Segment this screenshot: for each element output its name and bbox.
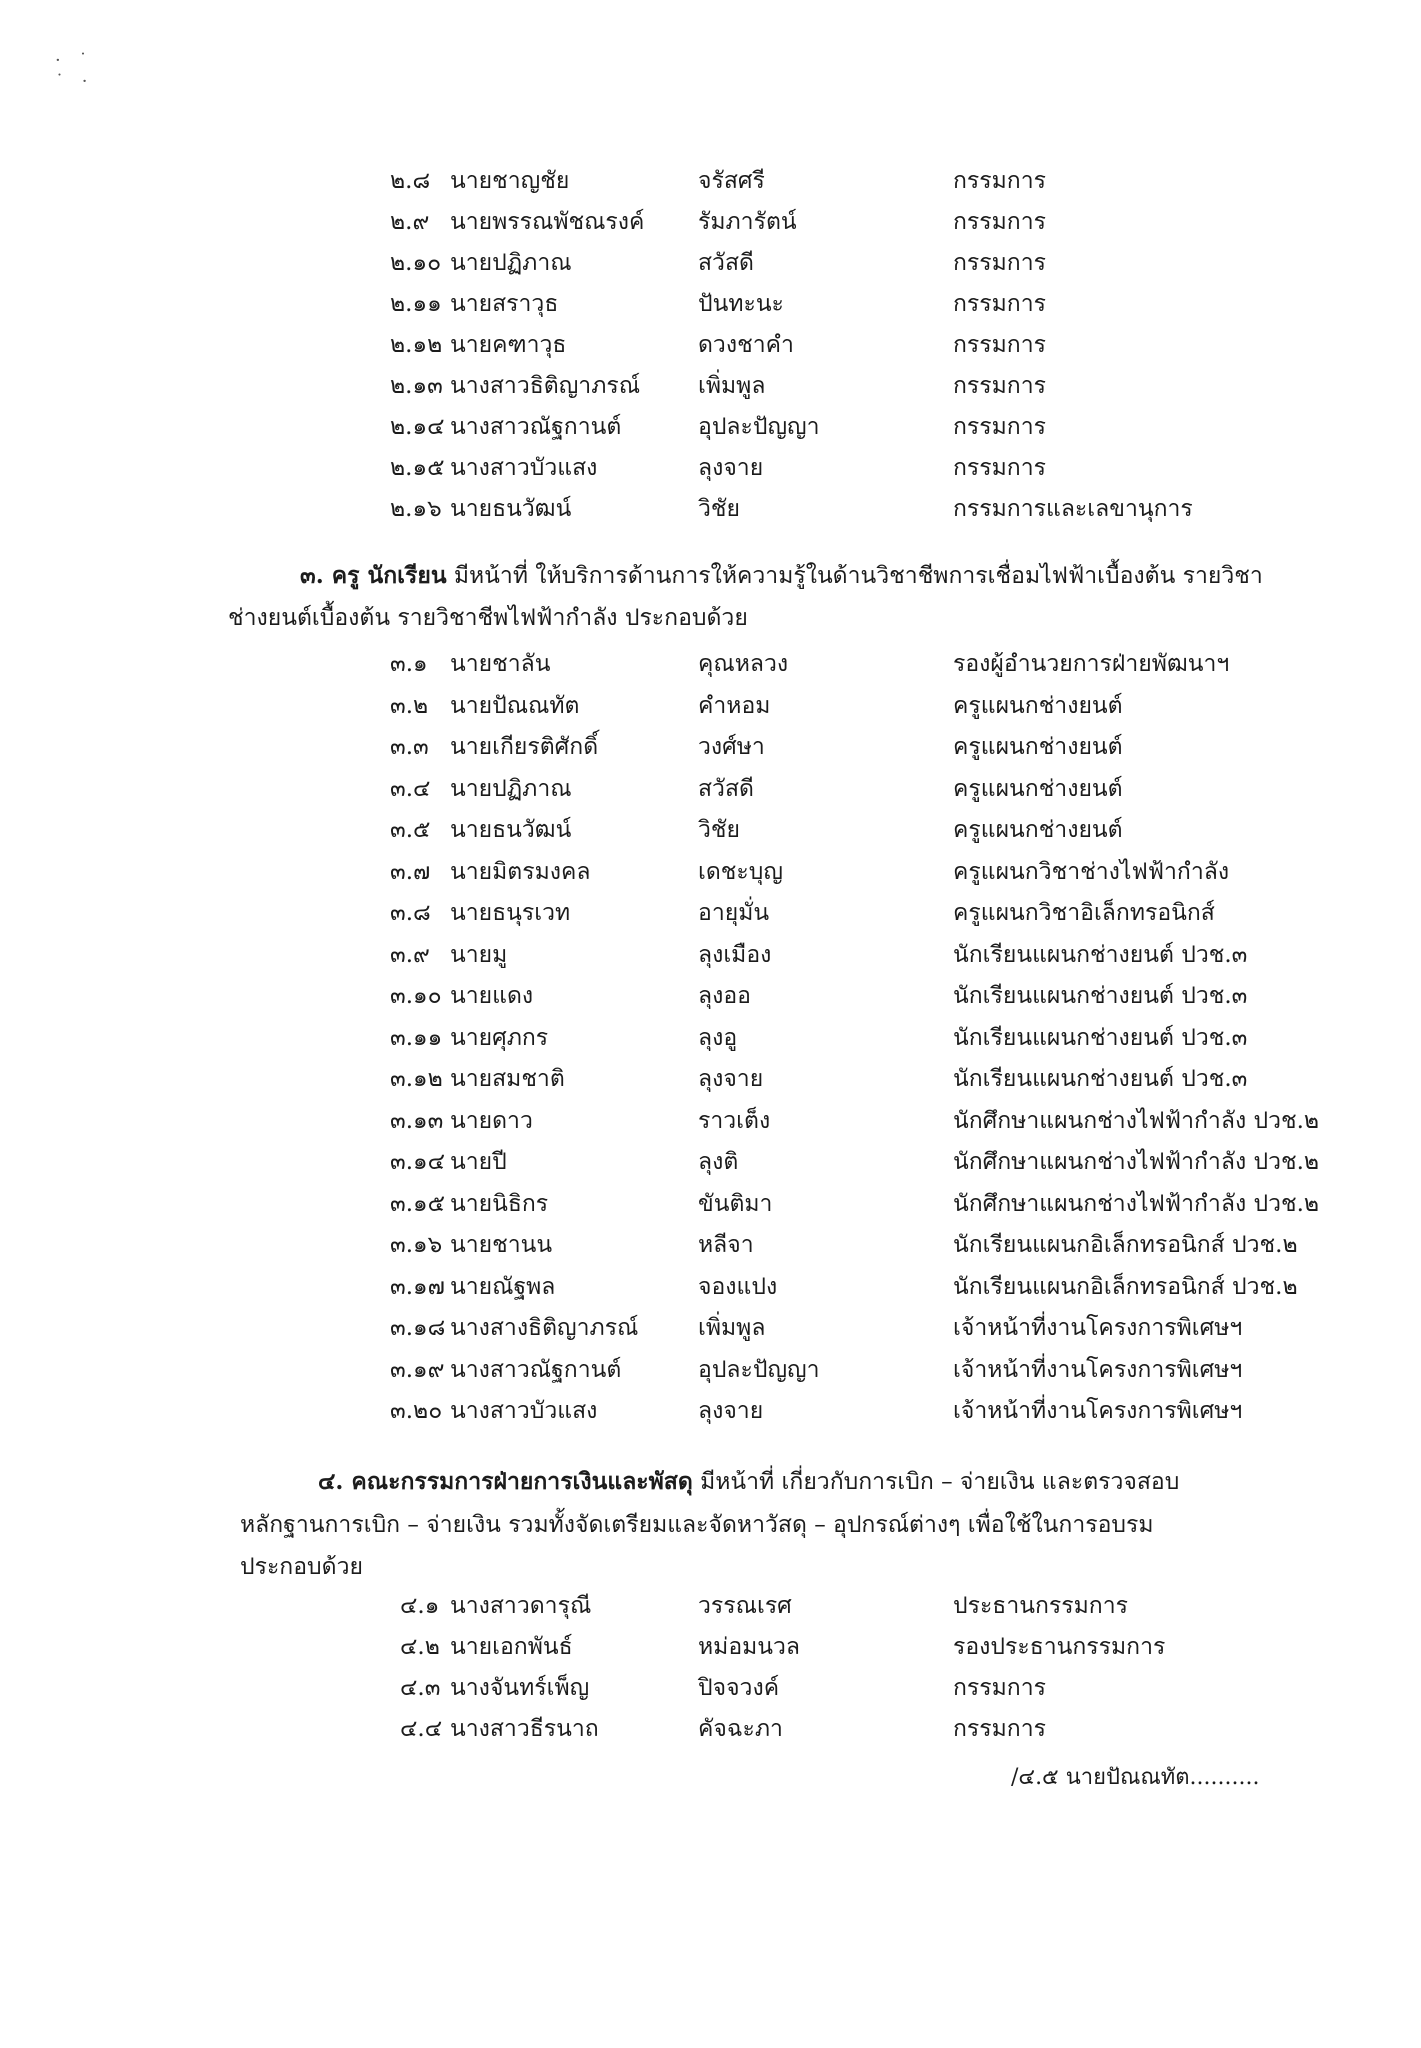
member-surname: คำหอม [698, 692, 771, 719]
member-row [390, 857, 1290, 889]
member-row [400, 1591, 1300, 1623]
member-number: ๓.๑๓ [390, 1107, 444, 1134]
member-number: ๓.๕ [390, 817, 431, 843]
member-number: ๒.๑๒ [390, 332, 443, 358]
member-name: นายสมชาติ [450, 1066, 565, 1092]
section-4-text-3: ประกอบด้วย [240, 1554, 363, 1580]
section-3-para-line2 [228, 598, 748, 638]
member-surname: ลุงติ [698, 1149, 739, 1175]
member-number: ๓.๘ [390, 900, 431, 926]
member-surname: หม่อมนวล [698, 1634, 801, 1660]
member-number: ๓.๒ [390, 692, 429, 719]
member-name: นายดาว [450, 1107, 533, 1134]
member-row [400, 1632, 1300, 1664]
member-name: นายเอกพันธ์ [450, 1634, 573, 1660]
member-name: นายปฏิภาณ [450, 250, 572, 276]
member-surname: วิชัย [698, 817, 741, 843]
member-name: นางสาวดารุณี [450, 1593, 592, 1619]
member-role: กรรมการ [953, 414, 1046, 440]
member-number: ๒.๘ [390, 168, 431, 194]
member-name: นายปัณณทัต [450, 692, 580, 719]
member-name: นางจันทร์เพ็ญ [450, 1675, 590, 1701]
member-surname: อุปละปัญญา [698, 414, 820, 440]
section-4-heading: ๔. คณะกรรมการฝ่ายการเงินและพัสดุ [318, 1468, 693, 1495]
member-role: กรรมการ [953, 1716, 1046, 1742]
member-name: นายพรรณพัชณรงค์ [450, 209, 645, 235]
member-number: ๓.๑๗ [390, 1273, 445, 1300]
member-row [390, 1355, 1290, 1387]
member-number: ๓.๑๔ [390, 1149, 446, 1175]
member-role: ครูแผนกช่างยนต์ [953, 775, 1123, 802]
member-name: นายธนวัฒน์ [450, 496, 572, 522]
section-3-para-line1 [300, 556, 1263, 596]
member-number: ๓.๑๑ [390, 1024, 443, 1051]
member-surname: วรรณเรศ [698, 1593, 792, 1619]
member-name: นายศุภกร [450, 1024, 549, 1051]
member-surname: ขันติมา [698, 1190, 773, 1217]
member-surname: เดชะบุญ [698, 858, 783, 885]
member-name: นายชานน [450, 1232, 553, 1258]
member-row [390, 815, 1290, 847]
member-number: ๓.๑๙ [390, 1356, 445, 1383]
member-number: ๓.๑ [390, 651, 428, 677]
member-name: นายมิตรมงคล [450, 858, 591, 885]
section-3-text-2: ช่างยนต์เบื้องต้น รายวิชาชีพไฟฟ้ากำลัง ประกอบด้วย [228, 605, 748, 631]
member-surname: ปิจจวงค์ [698, 1675, 780, 1701]
section-3-heading: ๓. ครู นักเรียน [300, 562, 447, 589]
member-role: ครูแผนกวิชาช่างไฟฟ้ากำลัง [953, 858, 1230, 885]
member-row [390, 732, 1290, 764]
member-role: นักศึกษาแผนกช่างไฟฟ้ากำลัง ปวช.๒ [953, 1107, 1320, 1134]
member-surname: วิชัย [698, 496, 741, 522]
member-role: กรรมการ [953, 1675, 1046, 1701]
member-row [390, 940, 1290, 972]
member-role: เจ้าหน้าที่งานโครงการพิเศษฯ [953, 1356, 1243, 1383]
member-row [390, 453, 1290, 485]
member-row [390, 207, 1290, 239]
member-number: ๒.๑๓ [390, 373, 443, 399]
member-role: นักศึกษาแผนกช่างไฟฟ้ากำลัง ปวช.๒ [953, 1190, 1320, 1217]
member-surname: ลุงออ [698, 983, 751, 1009]
member-row [390, 1230, 1298, 1262]
member-surname: ลุงเมือง [698, 941, 772, 968]
member-number: ๓.๙ [390, 941, 430, 968]
member-row [390, 898, 1290, 930]
member-number: ๓.๗ [390, 858, 431, 885]
member-name: นายธนวัฒน์ [450, 817, 572, 843]
member-name: นางสางธิติญาภรณ์ [450, 1315, 639, 1341]
member-surname: วงศ์ษา [698, 734, 765, 760]
member-role: กรรมการ [953, 332, 1046, 358]
section-4-para-line2 [240, 1505, 1154, 1545]
member-name: นายแดง [450, 983, 534, 1009]
member-name: นางสาวณัฐกานต์ [450, 414, 622, 440]
member-role: นักเรียนแผนกช่างยนต์ ปวช.๓ [953, 941, 1248, 968]
member-number: ๓.๑๘ [390, 1315, 446, 1341]
member-number: ๓.๒๐ [390, 1398, 443, 1424]
member-number: ๒.๑๐ [390, 250, 442, 276]
member-surname: จองแปง [698, 1273, 778, 1300]
member-number: ๓.๔ [390, 775, 431, 802]
member-number: ๓.๑๕ [390, 1190, 446, 1217]
member-row [390, 166, 1290, 198]
member-name: นายชาลัน [450, 651, 551, 677]
member-name: นางสาวธีรนาถ [450, 1716, 599, 1742]
continuation-reference: /๔.๕ นายปัณณทัต.......... [1011, 1765, 1260, 1790]
member-name: นางสาวธิติญาภรณ์ [450, 373, 641, 399]
member-number: ๒.๑๕ [390, 455, 445, 481]
member-row [390, 371, 1290, 403]
member-role: กรรมการและเลขานุการ [953, 496, 1193, 522]
member-surname: คัจฉะภา [698, 1716, 783, 1742]
member-row [390, 330, 1290, 362]
member-name: นางสาวณัฐกานต์ [450, 1356, 622, 1383]
member-role: กรรมการ [953, 168, 1046, 194]
member-role: ครูแผนกช่างยนต์ [953, 817, 1123, 843]
member-name: นายธนุรเวท [450, 900, 571, 926]
member-name: นายปี [450, 1149, 507, 1175]
member-row [390, 981, 1290, 1013]
member-role: เจ้าหน้าที่งานโครงการพิเศษฯ [953, 1398, 1243, 1424]
member-row [390, 1064, 1290, 1096]
member-row [390, 289, 1290, 321]
member-surname: คุณหลวง [698, 651, 789, 677]
member-surname: รัมภารัตน์ [698, 209, 797, 235]
member-role: เจ้าหน้าที่งานโครงการพิเศษฯ [953, 1315, 1243, 1341]
member-row [390, 1396, 1290, 1428]
member-surname: ลุงอู [698, 1024, 738, 1051]
member-role: รองผู้อำนวยการฝ่ายพัฒนาฯ [953, 651, 1230, 677]
member-number: ๓.๑๒ [390, 1066, 443, 1092]
member-role: รองประธานกรรมการ [953, 1634, 1166, 1660]
member-role: กรรมการ [953, 373, 1046, 399]
member-number: ๓.๑๖ [390, 1232, 443, 1258]
member-surname: อายุมั่น [698, 900, 770, 926]
member-role: กรรมการ [953, 455, 1046, 481]
member-number: ๓.๓ [390, 734, 429, 760]
member-surname: สวัสดี [698, 775, 754, 802]
member-row [390, 494, 1290, 526]
member-row [390, 691, 1290, 723]
section-4-para-line3 [240, 1547, 363, 1587]
member-number: ๒.๑๑ [390, 291, 442, 317]
member-name: นายนิธิกร [450, 1190, 549, 1217]
member-number: ๒.๑๔ [390, 414, 445, 440]
member-row [390, 774, 1290, 806]
member-role: นักเรียนแผนกช่างยนต์ ปวช.๓ [953, 983, 1248, 1009]
member-name: นางสาวบัวแสง [450, 1398, 598, 1424]
section-4-text-2: หลักฐานการเบิก – จ่ายเงิน รวมทั้งจัดเตรียมและจัดหาวัสดุ – อุปกรณ์ต่างๆ เพื่อใช้ในการอบรม [240, 1512, 1154, 1538]
member-name: นายเกียรติศักดิ์ [450, 734, 599, 760]
member-surname: หลีจา [698, 1232, 754, 1258]
member-surname: สวัสดี [698, 250, 754, 276]
member-row [400, 1714, 1300, 1746]
member-row [390, 412, 1290, 444]
member-row [390, 1313, 1290, 1345]
member-number: ๒.๙ [390, 209, 430, 235]
member-surname: ดวงชาคำ [698, 332, 794, 358]
member-surname: ราวเต็ง [698, 1107, 771, 1134]
member-surname: ลุงจาย [698, 1398, 764, 1424]
member-role: ครูแผนกวิชาอิเล็กทรอนิกส์ [953, 900, 1215, 926]
member-name: นายมู [450, 941, 508, 968]
member-number: ๔.๑ [400, 1593, 440, 1619]
member-row [390, 248, 1290, 280]
member-surname: อุปละปัญญา [698, 1356, 820, 1383]
member-name: นางสาวบัวแสง [450, 455, 598, 481]
member-row [390, 1023, 1290, 1055]
member-role: นักเรียนแผนกอิเล็กทรอนิกส์ ปวช.๒ [953, 1232, 1298, 1258]
member-row [390, 1147, 1320, 1179]
member-role: ครูแผนกช่างยนต์ [953, 734, 1123, 760]
member-row [390, 649, 1290, 681]
member-name: นายชาญชัย [450, 168, 570, 194]
member-name: นายสราวุธ [450, 291, 559, 317]
member-number: ๔.๔ [400, 1716, 443, 1742]
member-role: นักเรียนแผนกอิเล็กทรอนิกส์ ปวช.๒ [953, 1273, 1298, 1300]
member-number: ๔.๓ [400, 1675, 441, 1701]
section-4-text-1: มีหน้าที่ เกี่ยวกับการเบิก – จ่ายเงิน และตรวจสอบ [700, 1469, 1180, 1495]
member-role: กรรมการ [953, 209, 1046, 235]
member-role: กรรมการ [953, 250, 1046, 276]
member-number: ๒.๑๖ [390, 496, 442, 522]
member-surname: ปันทะนะ [698, 291, 784, 317]
scan-specks: · ˙ ˙ · [55, 50, 94, 92]
member-surname: จรัสศรี [698, 168, 765, 194]
section-3-text-1: มีหน้าที่ ให้บริการด้านการให้ความรู้ในด้านวิชาชีพการเชื่อมไฟฟ้าเบื้องต้น รายวิชา [453, 563, 1263, 589]
member-role: นักเรียนแผนกช่างยนต์ ปวช.๓ [953, 1066, 1248, 1092]
member-role: ประธานกรรมการ [953, 1593, 1128, 1619]
member-number: ๓.๑๐ [390, 983, 442, 1009]
member-name: นายณัฐพล [450, 1273, 556, 1300]
member-surname: ลุงจาย [698, 1066, 764, 1092]
member-surname: ลุงจาย [698, 455, 764, 481]
member-role: นักเรียนแผนกช่างยนต์ ปวช.๓ [953, 1024, 1248, 1051]
member-row [400, 1673, 1300, 1705]
member-row [390, 1272, 1298, 1304]
member-role: กรรมการ [953, 291, 1046, 317]
member-name: นายปฏิภาณ [450, 775, 572, 802]
member-surname: เพิ่มพูล [698, 1315, 766, 1341]
member-role: ครูแผนกช่างยนต์ [953, 692, 1123, 719]
member-role: นักศึกษาแผนกช่างไฟฟ้ากำลัง ปวช.๒ [953, 1149, 1320, 1175]
member-row [390, 1106, 1320, 1138]
member-row [390, 1189, 1320, 1221]
member-surname: เพิ่มพูล [698, 373, 766, 399]
member-number: ๔.๒ [400, 1634, 440, 1660]
section-4-para-line1 [318, 1462, 1179, 1502]
member-name: นายคฑาวุธ [450, 332, 567, 358]
